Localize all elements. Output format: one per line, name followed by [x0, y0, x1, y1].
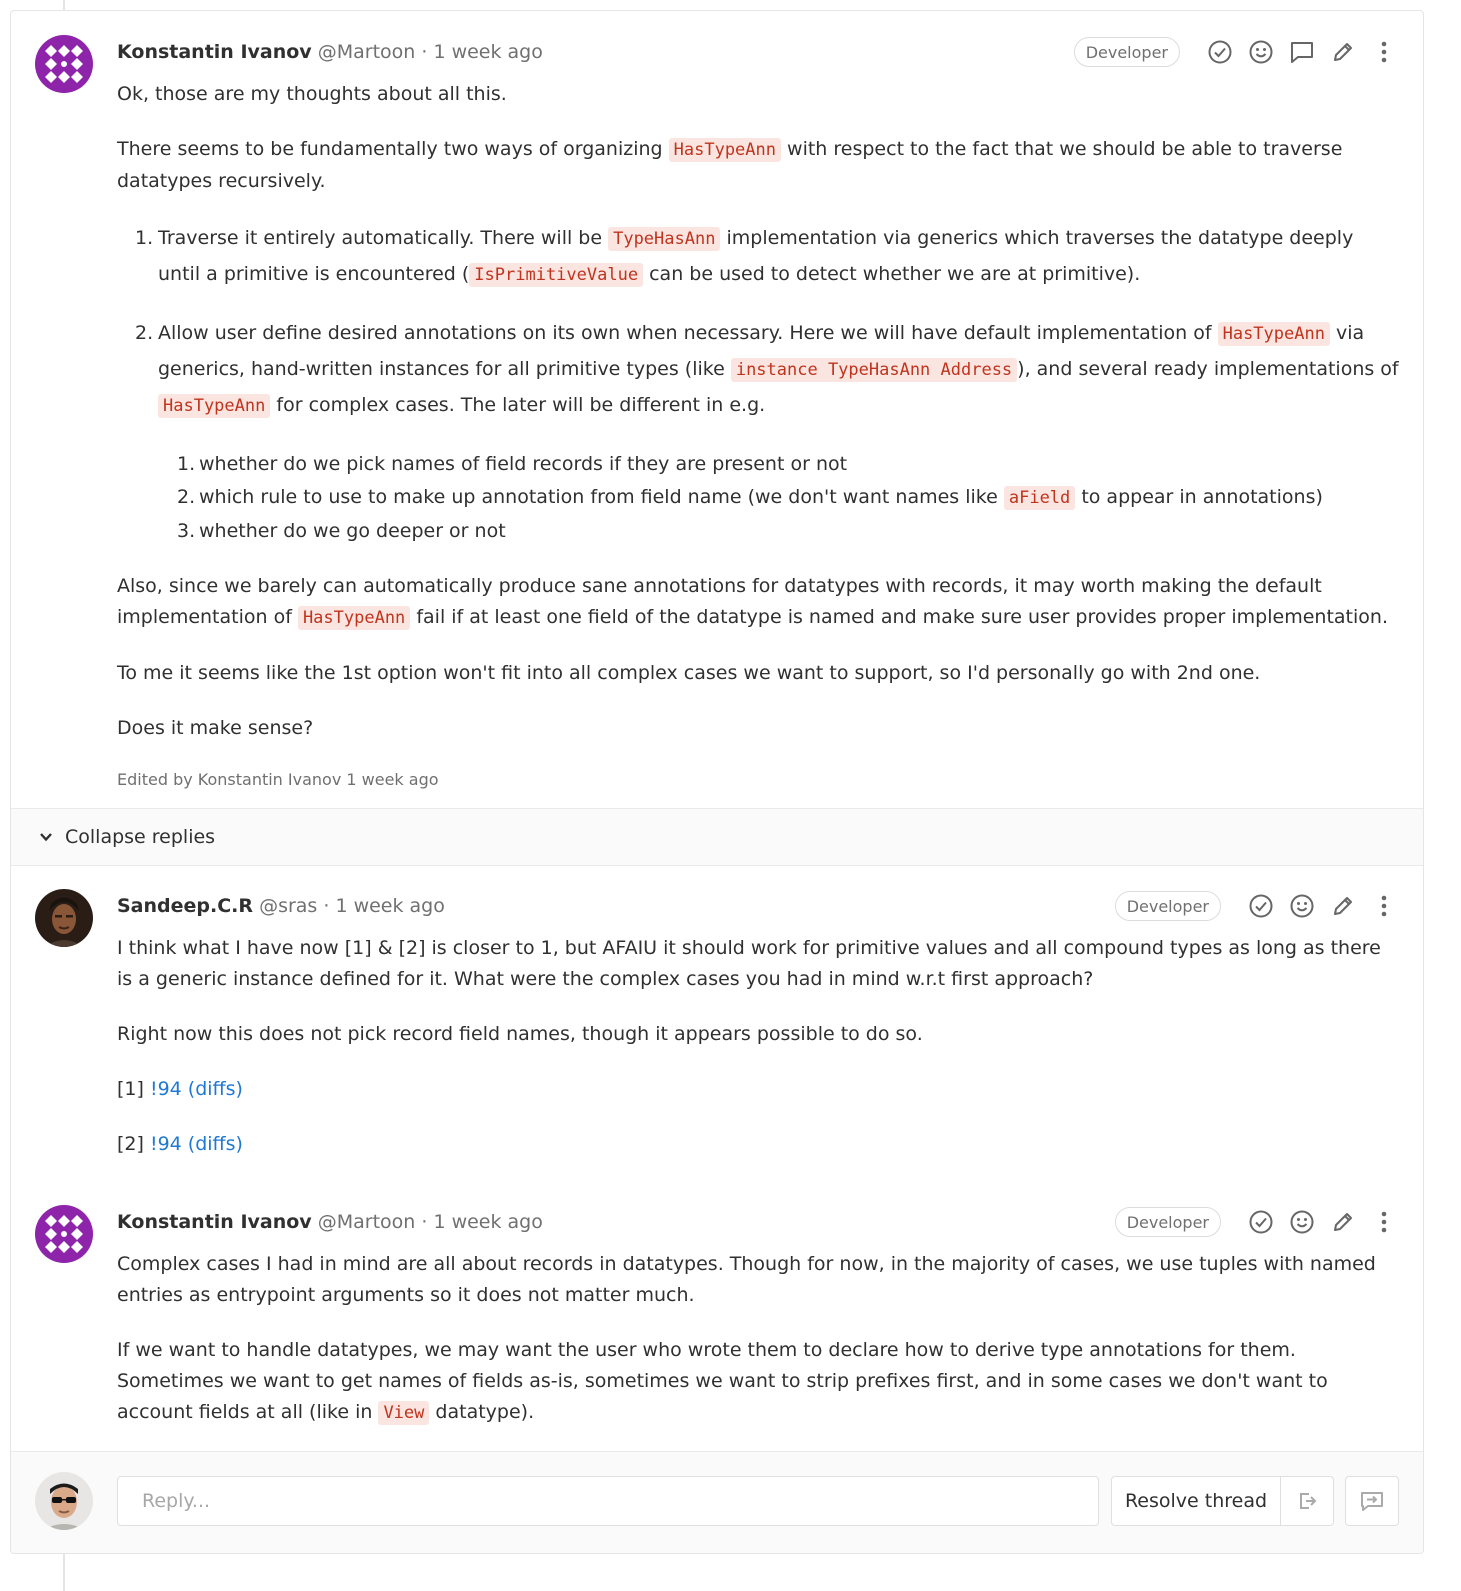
- reply-area: [11, 1451, 1423, 1554]
- current-user-avatar[interactable]: [35, 1472, 93, 1530]
- note-body: [117, 933, 1399, 1160]
- resolve-icon[interactable]: [1246, 891, 1276, 921]
- paragraph: Ok, those are my thoughts about all this.: [117, 83, 507, 105]
- emoji-icon[interactable]: [1287, 1207, 1317, 1237]
- comment-arrow-icon: [1360, 1490, 1384, 1512]
- note-actions: [1115, 1207, 1399, 1237]
- edit-icon[interactable]: [1328, 1207, 1358, 1237]
- note-body: [117, 79, 1399, 795]
- role-badge: Developer: [1115, 1207, 1221, 1237]
- edit-icon[interactable]: [1328, 37, 1358, 67]
- paragraph: I think what I have now [1] & [2] is closer to 1, but AFAIU it should work for primitive values and all compound types as long as there is a generic instance defined for it. What were the complex cases you had in mind w.r.t first approach?: [117, 937, 1381, 990]
- inline-code: instance TypeHasAnn Address: [731, 358, 1017, 382]
- author-handle[interactable]: @Martoon: [317, 1211, 416, 1233]
- emoji-icon[interactable]: [1287, 891, 1317, 921]
- reply-input[interactable]: Reply...: [117, 1476, 1099, 1526]
- reply-icon[interactable]: [1287, 37, 1317, 67]
- inline-code: HasTypeAnn: [669, 138, 781, 162]
- author-name[interactable]: Konstantin Ivanov: [117, 41, 312, 63]
- emoji-icon[interactable]: [1246, 37, 1276, 67]
- more-icon[interactable]: [1369, 1207, 1399, 1237]
- collapse-replies-bar: [11, 808, 1423, 866]
- avatar[interactable]: [35, 35, 93, 93]
- role-badge: Developer: [1074, 37, 1180, 67]
- note-actions: [1115, 891, 1399, 921]
- separator: ·: [317, 895, 336, 917]
- sub-list-item: 3. whether do we go deeper or not: [177, 520, 506, 542]
- list-item: 1. Traverse it entirely automatically. There will be TypeHasAnn implementation via generics which traverses the datatype deeply until a primitive is encountered ( IsPrimitiveValue can be used to detect whether we are at primitive).: [117, 221, 1399, 293]
- edit-icon[interactable]: [1328, 891, 1358, 921]
- inline-code: View: [378, 1401, 429, 1425]
- inline-code: HasTypeAnn: [158, 394, 270, 418]
- merge-request-link[interactable]: !94 (diffs): [149, 1133, 243, 1155]
- note-actions: [1074, 37, 1399, 67]
- reference-line: [2] !94 (diffs): [117, 1133, 243, 1155]
- list-number: 1.: [135, 227, 154, 249]
- new-issue-icon: [1296, 1490, 1318, 1512]
- note-timestamp[interactable]: 1 week ago: [335, 895, 445, 917]
- sub-list: [117, 448, 1399, 548]
- list-number: 2.: [135, 322, 154, 344]
- more-icon[interactable]: [1369, 891, 1399, 921]
- merge-request-link[interactable]: !94 (diffs): [149, 1078, 243, 1100]
- sub-list-item: 2. which rule to use to make up annotation from field name (we don't want names like aField to appear in annotations): [177, 486, 1323, 508]
- resolve-in-new-issue-button[interactable]: [1280, 1476, 1334, 1526]
- reference-line: [1] !94 (diffs): [117, 1078, 243, 1100]
- resolve-thread-button[interactable]: Resolve thread: [1111, 1476, 1281, 1526]
- separator: ·: [415, 1211, 434, 1233]
- author-handle[interactable]: @sras: [259, 895, 318, 917]
- collapse-replies-button[interactable]: [39, 822, 215, 852]
- note-body: [117, 1249, 1399, 1429]
- paragraph: Complex cases I had in mind are all about records in datatypes. Though for now, in the majority of cases, we use tuples with named entries as entrypoint arguments so it does not matter much.: [117, 1253, 1376, 1306]
- paragraph: Does it make sense?: [117, 717, 314, 739]
- sub-list-item: 1. whether do we pick names of field records if they are present or not: [177, 453, 848, 475]
- avatar[interactable]: [35, 889, 93, 947]
- resolve-icon[interactable]: [1246, 1207, 1276, 1237]
- identicon-avatar-image: [35, 35, 93, 93]
- author-name[interactable]: Konstantin Ivanov: [117, 1211, 312, 1233]
- paragraph: Also, since we barely can automatically produce sane annotations for datatypes with records, it may worth making the default implementation of HasTypeAnn fail if at least one field of the datatype is named and make sure user provides proper implementation.: [117, 575, 1388, 628]
- discussion-thread: [10, 10, 1424, 1554]
- collapse-replies-label: Collapse replies: [65, 826, 216, 848]
- note-header: [117, 1207, 543, 1237]
- list-item: 2. Allow user define desired annotations on its own when necessary. Here we will have default implementation of HasTypeAnn via generics, hand-written instances for all primitive types (like instance TypeHasAnn Address ), and several ready implementations of HasTypeAnn for complex cases. The later will be different in e.g.: [117, 316, 1399, 424]
- author-handle[interactable]: @Martoon: [317, 41, 416, 63]
- resolve-icon[interactable]: [1205, 37, 1235, 67]
- author-name[interactable]: Sandeep.C.R: [117, 895, 254, 917]
- paragraph: There seems to be fundamentally two ways of organizing HasTypeAnn with respect to the fact that we should be able to traverse datatypes recursively.: [117, 138, 1343, 192]
- paragraph: Right now this does not pick record field names, though it appears possible to do so.: [117, 1023, 923, 1045]
- note-header: [117, 891, 445, 921]
- user-photo-avatar: [35, 1472, 93, 1530]
- more-icon[interactable]: [1369, 37, 1399, 67]
- inline-code: aField: [1004, 486, 1075, 510]
- inline-code: IsPrimitiveValue: [469, 263, 643, 287]
- role-badge: Developer: [1115, 891, 1221, 921]
- note-timestamp[interactable]: 1 week ago: [433, 41, 543, 63]
- user-photo-avatar: [35, 889, 93, 947]
- inline-code: TypeHasAnn: [608, 227, 720, 251]
- avatar[interactable]: [35, 1205, 93, 1263]
- chevron-down-icon: [39, 830, 53, 844]
- start-discussion-button[interactable]: [1345, 1476, 1399, 1526]
- inline-code: HasTypeAnn: [1218, 322, 1330, 346]
- paragraph: To me it seems like the 1st option won't fit into all complex cases we want to support, so I'd personally go with 2nd one.: [117, 662, 1261, 684]
- note-header: [117, 37, 543, 67]
- separator: ·: [415, 41, 434, 63]
- edited-by-text: Edited by Konstantin Ivanov 1 week ago: [117, 770, 439, 789]
- note-timestamp[interactable]: 1 week ago: [433, 1211, 543, 1233]
- paragraph: If we want to handle datatypes, we may want the user who wrote them to declare how to derive type annotations for them. Sometimes we want to get names of fields as-is, sometimes we want to strip prefixes first, and in some cases we don't want to account fields at all (like in View datatype).: [117, 1339, 1328, 1423]
- inline-code: HasTypeAnn: [298, 606, 410, 630]
- identicon-avatar-image: [35, 1205, 93, 1263]
